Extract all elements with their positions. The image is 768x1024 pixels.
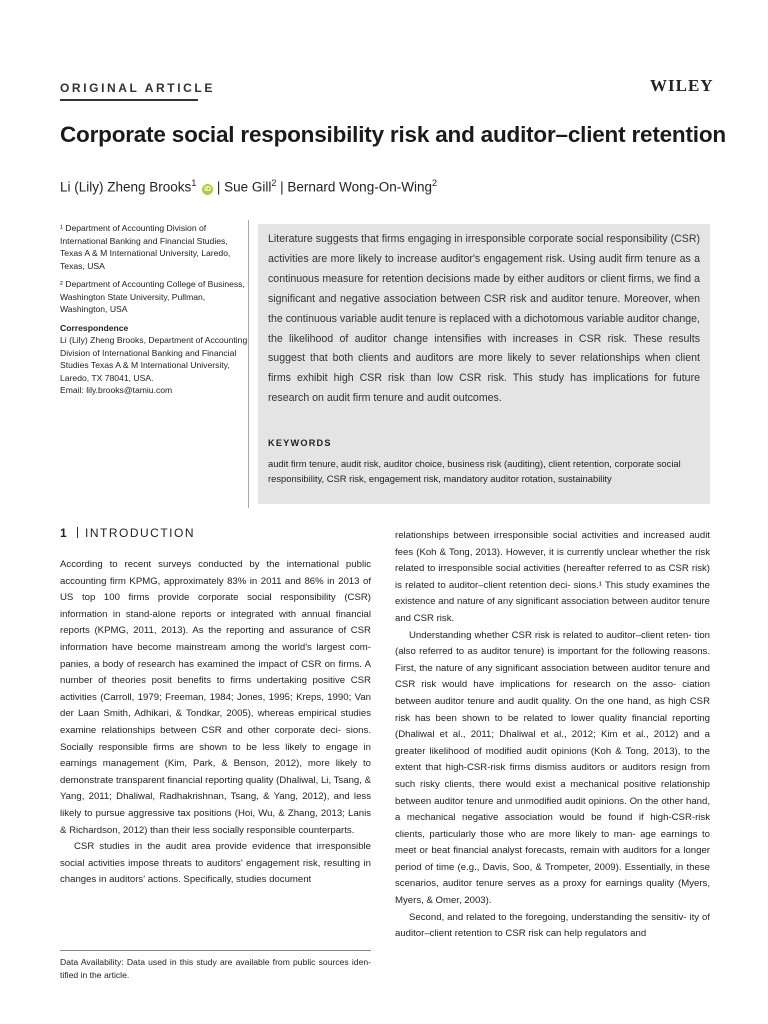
affiliation-1: ¹ Department of Accounting Division of International Banking and Financial Studies, Texas A & M International University, Laredo, Texas, USA <box>60 223 231 271</box>
body-column-right <box>395 528 710 943</box>
correspondence-heading: Correspondence <box>60 322 129 333</box>
author-list <box>60 178 437 195</box>
author-affil-sup: 2 <box>431 178 437 188</box>
correspondence-address: Li (Lily) Zheng Brooks, Department of Accounting Division of International Banking and Financial Studies Texas A & M International University, Laredo, TX 78041, USA. <box>60 335 248 383</box>
section-separator <box>77 527 78 538</box>
section-title: INTRODUCTION <box>85 526 195 540</box>
body-paragraph: CSR studies in the audit area provide evidence that irresponsible social activities impose threats to auditors' engagement risk, resulting in changes in auditors' actions. Specifically, studies document <box>60 841 371 886</box>
article-type-underline <box>60 99 198 101</box>
column-divider <box>248 220 249 508</box>
author-name[interactable]: Li (Lily) Zheng Brooks <box>60 179 192 195</box>
author-name[interactable]: | Sue Gill <box>213 179 272 195</box>
body-paragraph: relationships between irresponsible social activities and increased audit fees (Koh & Tong, 2013). However, it is currently unclear whether the risk related to irresponsible social activities (hereafter referred to as CSR risk) is related to auditor–client retention deci- sions.¹ This study examines the existence and nature of any significant association between auditor tenure and CSR risk. <box>395 530 710 624</box>
correspondence-email[interactable]: Email: lily.brooks@tamiu.com <box>60 385 173 395</box>
keywords-list: audit firm tenure, audit risk, auditor choice, business risk (auditing), client retention, corporate social responsibility, CSR risk, engagement risk, mandatory auditor rotation, sustainability <box>268 458 681 484</box>
author-name[interactable]: | Bernard Wong-On-Wing <box>276 179 432 195</box>
body-paragraph: Second, and related to the foregoing, understanding the sensitiv- ity of auditor–client retention to CSR risk can help regulators and <box>395 911 710 940</box>
keywords-heading: KEYWORDS <box>268 438 332 448</box>
publisher-logo[interactable]: WILEY <box>650 76 714 95</box>
section-number: 1 <box>60 526 68 540</box>
footnote-rule <box>60 950 371 951</box>
author-affil-sup: 1 <box>191 178 197 188</box>
footnote-text: Data Availability: Data used in this study are available from public sources iden- tified in the article. <box>60 957 371 980</box>
article-title: Corporate social responsibility risk and auditor–client retention <box>60 122 726 147</box>
orcid-icon[interactable]: iD <box>204 185 212 193</box>
abstract-text: Literature suggests that firms engaging in irresponsible corporate social responsibility (CSR) activities are more likely to increase auditor's engagement risk. Using audit firm tenure as a continuous measure for retention decisions made by either auditors or client firms, we find a significant and negative association between CSR risk and auditor tenure. Moreover, when the continuous variable audit tenure is replaced with a dichotomous variable auditor change, the likelihood of auditor change intensifies with increases in CSR risk. These results suggest that both clients and auditors are more likely to sever relationships when client firms exhibit high CSR risk than low CSR risk. This study has implications for future research on audit firm tenure and audit outcomes. <box>268 233 700 405</box>
affiliations-panel <box>60 222 250 397</box>
affiliation-2: ² Department of Accounting College of Business, Washington State University, Pullman, Washington, USA <box>60 279 245 314</box>
body-paragraph: According to recent surveys conducted by the international public accounting firm KPMG, approximately 83% in 2011 and 86% in 2013 of US top 100 firms provide corporate social responsibility (CSR) information in stand-alone reports or integrated with annual financial reports (KPMG, 2011, 2013). As the reporting and assurance of CSR information have become mainstream among the world's largest com- panies, a body of research has examined the impact of CSR on firms. A number of theories posit benefits to firms undertaking positive CSR activities (Carroll, 1979; Freeman, 1984; Jones, 1995; Kreps, 1990; Van der Laan Smith, Adhikari, & Tondkar, 2005), whereas empirical studies examine relationships between CSR and other corporate deci- sions. Socially responsible firms are shown to be less likely to engage in earnings management (Kim, Park, & Benson, 2012), more likely to demonstrate transparent financial reporting quality (Dhaliwal, Li, Tsang, & Yang, 2011; Dhaliwal, Radhakrishnan, Tsang, & Yang, 2012), and less likely to pursue aggressive tax positions (Hoi, Wu, & Zhang, 2013; Lanis & Richardson, 2012) than their less socially responsible counterparts. <box>60 559 371 836</box>
author-affil-sup: 2 <box>271 178 277 188</box>
article-type-label: ORIGINAL ARTICLE <box>60 81 215 95</box>
body-paragraph: Understanding whether CSR risk is related to auditor–client reten- tion (also referred to as auditor tenure) is important for the following reasons. First, the nature of any significant association between auditor tenure and CSR risk would have implications for research on the asso- ciation between auditor tenure and audit quality. On the one hand, as high CSR risk has been shown to be related to lower quality financial reporting (Dhaliwal et al., 2011; Dhaliwal et al., 2012; Kim et al., 2012) and a greater likelihood of modified audit opinions (Koh & Tong, 2013), to the extent that high-CSR-risk firms dismiss auditors or auditors resign from such risky clients, there would exist a mechanical positive relationship between auditor tenure and unmodified audit opinions. On the other hand, a mechanical negative association would be found if high-CSR-risk clients, particularly those who are more likely to man- age earnings to meet or beat financial analyst forecasts, remain with auditors for a longer period of time (e.g., Davis, Soo, & Trompeter, 2009). Essentially, in these scenarios, auditor tenure serves as a proxy for earnings quality (Myers, Myers, & Omer, 2003). <box>395 629 710 907</box>
body-column-left <box>60 557 371 889</box>
